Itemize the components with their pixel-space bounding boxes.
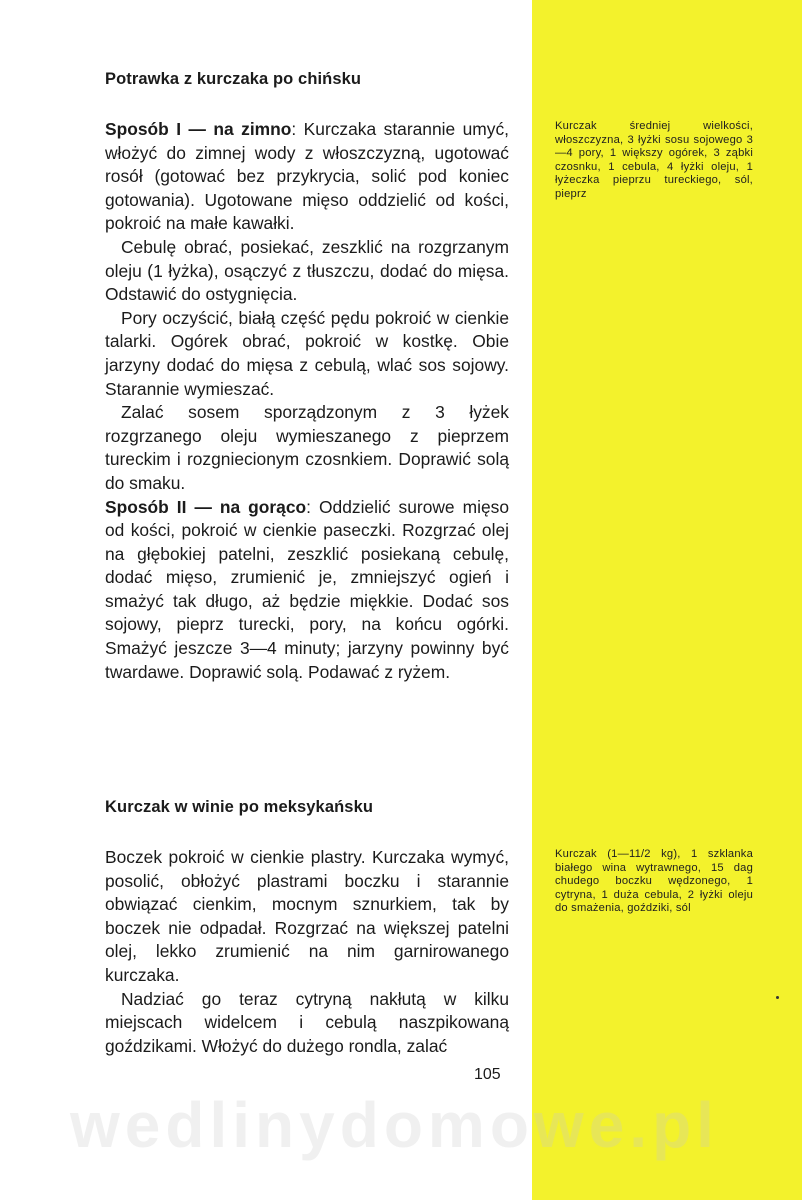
ingredients-2: Kurczak (1—11/2 kg), 1 szklanka białego wina wytrawnego, 15 dag chudego boczku wędzonego, 1 cytryna, 1 duża cebula, 2 łyżki oleju do smażenia, goździki, sól [555,848,753,915]
recipe-title-1: Potrawka z kurczaka po chińsku [105,70,362,88]
ingredients-1: Kurczak średniej wielkości, włoszczyzna, 3 łyżki sosu sojowego 3—4 pory, 1 większy ogórek, 3 ząbki czosnku, 1 cebula, 4 łyżki oleju, 1 łyżeczka pieprzu tureckiego, sól, pieprz [555,120,753,200]
recipe-2-paragraph-2: Nadziać go teraz cytryną nakłutą w kilku miejscach widelcem i cebulą naszpikowaną goździkami. Włożyć do dużego rondla, zalać [105,988,509,1056]
paragraph-text: : Oddzielić surowe mięso od kości, pokroić w cienkie paseczki. Rozgrzać olej na głębokiej patelni, zeszklić posiekaną cebulę, dodać mięso, zrumienić je, zmniejszyć ogień i smażyć tak długo, aż będzie miękkie. Dodać sos sojowy, pieprz turecki, pory, na końcu ogórki. Smażyć jeszcze 3—4 minuty; jarzyny powinny być twardawe. Doprawić solą. Podawać z ryżem. [105,496,509,682]
method-2-lead: Sposób II — na gorąco [105,496,307,517]
recipe-1-paragraph-3: Pory oczyścić, białą część pędu pokroić w cienkie talarki. Ogórek obrać, pokroić w kostkę. Obie jarzyny dodać do mięsa z cebulą, wlać sos sojowy. Starannie wymieszać. [105,307,509,399]
recipe-1-body [105,118,509,684]
recipe-1-paragraph-2: Cebulę obrać, posiekać, zeszklić na rozgrzanym oleju (1 łyżka), osączyć z tłuszczu, dodać do mięsa. Odstawić do ostygnięcia. [105,236,509,305]
page-number: 105 [474,1066,501,1083]
margin-speck [776,996,779,999]
recipe-1-paragraph-4: Zalać sosem sporządzonym z 3 łyżek rozgrzanego oleju wymieszanego z pieprzem tureckim i rozgniecionym czosnkiem. Doprawić solą do smaku. [105,402,509,493]
recipe-1-paragraph-1 [105,118,509,236]
paragraph-text: : Kurczaka starannie umyć, włożyć do zimnej wody z włoszczyzną, ugotować rosół (gotować bez przykrycia, solić pod koniec gotowania). Ugotowane mięso oddzielić od kości, pokroić na małe kawałki. [105,119,510,234]
recipe-title-2: Kurczak w winie po meksykańsku [105,798,374,816]
recipe-2-paragraph-1: Boczek pokroić w cienkie plastry. Kurczaka wymyć, posolić, obłożyć plastrami boczku i starannie obwiązać cienkim, mocnym sznurkiem, tak by boczek nie odpadał. Rozgrzać na większej patelni olej, lekko zrumienić na nim garnirowanego kurczaka. [105,847,509,985]
recipe-2-body [105,846,509,1058]
recipe-1-paragraph-5 [105,496,509,685]
watermark: wedlinydomowe.pl [70,1089,719,1161]
method-1-lead: Sposób I — na zimno [105,119,292,139]
